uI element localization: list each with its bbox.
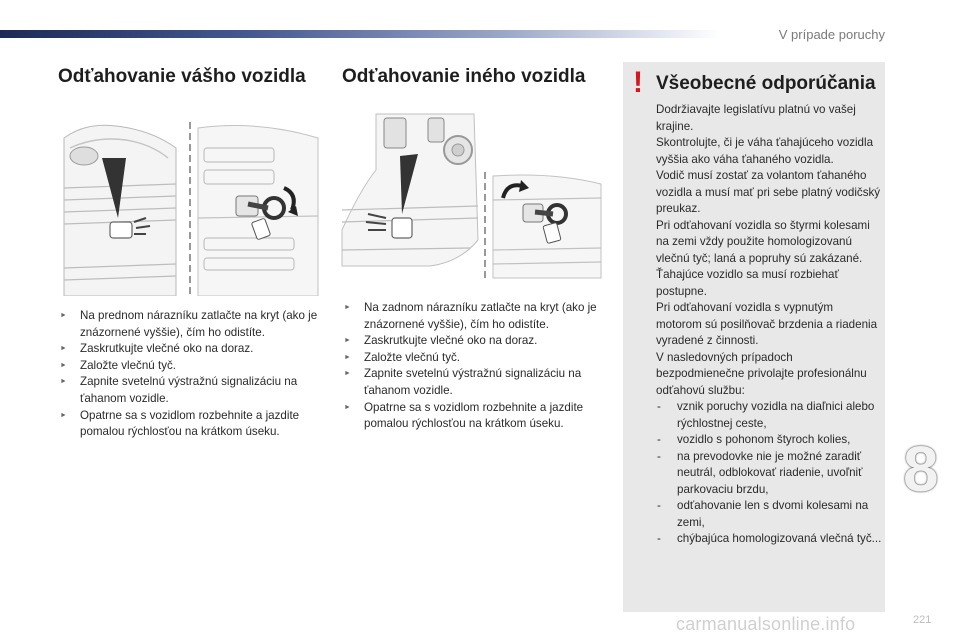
steps-list-other-vehicle bbox=[342, 300, 612, 433]
step-item: ► Na zadnom nárazníku zatlačte na kryt (ako je znázornené vyššie), čím ho odistíte. bbox=[342, 300, 612, 333]
advice-paragraph: Ťahajúce vozidlo sa musí rozbiehať postupne. bbox=[656, 268, 839, 298]
advice-paragraph: V nasledovných prípadoch bezpodmienečne privolajte profesionálnu odťahovú službu: bbox=[656, 350, 867, 397]
warning-exclamation-icon: ! bbox=[633, 66, 643, 99]
step-item: ► Opatrne sa s vozidlom rozbehnite a jazdite pomalou rýchlosťou na krátkom úseku. bbox=[342, 400, 612, 433]
rear-bumper-cover-illustration bbox=[340, 110, 480, 290]
step-item: ► Zapnite svetelnú výstražnú signalizáciu na ťahanom vozidle. bbox=[342, 366, 612, 399]
header-bar bbox=[0, 30, 720, 38]
rear-towing-eye-illustration bbox=[483, 170, 605, 282]
advice-paragraph: Vodič musí zostať za volantom ťahaného vozidla a musí mať pri sebe platný vodičský preukaz. bbox=[656, 169, 881, 215]
section-title-other-vehicle: Odťahovanie iného vozidla bbox=[342, 66, 586, 87]
case-item: - odťahovanie len s dvomi kolesami na zemi, bbox=[656, 498, 882, 531]
step-item: ► Zaskrutkujte vlečné oko na doraz. bbox=[342, 333, 612, 350]
advice-paragraph: Skontrolujte, či je váha ťahajúceho vozidla vyššia ako váha ťahaného vozidla. bbox=[656, 136, 874, 166]
advice-body bbox=[656, 102, 882, 548]
step-item: ► Opatrne sa s vozidlom rozbehnite a jazdite pomalou rýchlosťou na krátkom úseku. bbox=[58, 408, 328, 441]
watermark: carmanualsonline.info bbox=[676, 614, 856, 634]
step-item: ► Zapnite svetelnú výstražnú signalizáciu na ťahanom vozidle. bbox=[58, 374, 328, 407]
advice-paragraph: Pri odťahovaní vozidla so štyrmi kolesami na zemi vždy použite homologizovanú vlečnú tyč; laná a popruhy sú zakázané. bbox=[656, 218, 870, 265]
chapter-number: 8 bbox=[903, 433, 939, 505]
step-item: ► Založte vlečnú tyč. bbox=[342, 350, 612, 367]
professional-towing-cases-list bbox=[656, 399, 882, 548]
case-item: - vozidlo s pohonom štyroch kolies, bbox=[656, 432, 882, 449]
advice-title: Všeobecné odporúčania bbox=[656, 73, 876, 94]
front-towing-eye-illustration bbox=[188, 118, 320, 296]
step-item: ► Založte vlečnú tyč. bbox=[58, 358, 328, 375]
advice-paragraph: Pri odťahovaní vozidla s vypnutým motorom sú posilňovač brzdenia a riadenia vyradené z činnosti. bbox=[656, 301, 878, 347]
chapter-title: V prípade poruchy bbox=[778, 27, 885, 42]
case-item: - vznik poruchy vozidla na diaľnici alebo rýchlostnej ceste, bbox=[656, 399, 882, 432]
front-bumper-cover-illustration bbox=[56, 118, 181, 296]
case-item: - na prevodovke nie je možné zaradiť neutrál, odblokovať riadenie, uvoľniť parkovaciu brzdu, bbox=[656, 449, 882, 499]
case-item: - chýbajúca homologizovaná vlečná tyč... bbox=[656, 531, 882, 548]
section-title-own-vehicle: Odťahovanie vášho vozidla bbox=[58, 66, 306, 87]
steps-list-own-vehicle bbox=[58, 308, 328, 441]
advice-paragraph: Dodržiavajte legislatívu platnú vo vašej krajine. bbox=[656, 103, 856, 133]
step-item: ► Zaskrutkujte vlečné oko na doraz. bbox=[58, 341, 328, 358]
general-advice-panel bbox=[623, 62, 885, 612]
page-number: 221 bbox=[913, 614, 932, 626]
step-item: ► Na prednom nárazníku zatlačte na kryt (ako je znázornené vyššie), čím ho odistíte. bbox=[58, 308, 328, 341]
